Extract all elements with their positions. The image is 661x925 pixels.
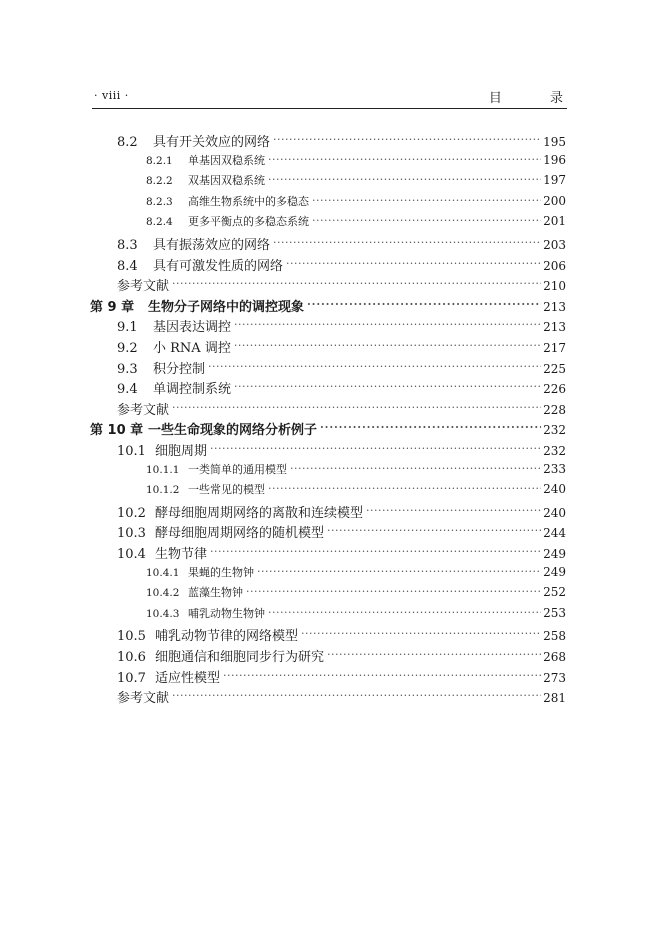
- toc-dot-leader: [273, 236, 541, 249]
- toc-entry-number: 10.6: [117, 650, 146, 665]
- toc-entry[interactable]: [0, 543, 566, 563]
- toc-entry-page: 203: [543, 238, 566, 252]
- toc-entry[interactable]: [0, 502, 566, 522]
- toc-dot-leader: [172, 689, 541, 702]
- toc-entry-page: 225: [543, 361, 566, 376]
- toc-dot-leader: [327, 648, 541, 661]
- header-title: 目 录: [488, 91, 585, 106]
- toc-dot-leader: [172, 277, 541, 290]
- toc-entry-title: 具有振荡效应的网络: [153, 238, 271, 253]
- toc-entry-number: 第 9 章: [90, 299, 135, 315]
- toc-dot-leader: [246, 585, 541, 596]
- toc-dot-leader: [290, 462, 541, 473]
- toc-entry[interactable]: [0, 337, 566, 357]
- toc-entry-number: 10.1.2: [146, 484, 180, 497]
- toc-entry-number: 8.2.3: [146, 195, 173, 208]
- toc-dot-leader: [268, 482, 541, 493]
- toc-entry[interactable]: [0, 522, 566, 542]
- toc-entry-page: 240: [543, 482, 566, 497]
- toc-entry[interactable]: [0, 564, 566, 584]
- toc-entry[interactable]: [0, 399, 566, 419]
- toc-entry-title: 哺乳动物节律的网络模型: [155, 629, 299, 645]
- toc-entry-page: 196: [543, 152, 566, 167]
- toc-entry-number: 8.3: [117, 238, 138, 253]
- toc-entry[interactable]: [0, 152, 566, 172]
- toc-dot-leader: [327, 524, 541, 537]
- toc-dot-leader: [286, 257, 541, 270]
- toc-entry-number: 9.4: [117, 382, 138, 398]
- toc-entry-title: 酵母细胞周期网络的随机模型: [155, 526, 325, 542]
- toc-entry-number: 10.1: [117, 444, 146, 459]
- toc-entry-number: 10.4.2: [146, 587, 180, 600]
- toc-entry-page: 197: [543, 173, 566, 188]
- toc-entry-title: 酵母细胞周期网络的离散和连续模型: [155, 505, 364, 521]
- toc-entry-page: 232: [543, 444, 566, 458]
- toc-entry[interactable]: [0, 193, 566, 213]
- toc-dot-leader: [312, 214, 541, 225]
- toc-entry-title: 双基因双稳系统: [188, 174, 265, 188]
- toc-entry-page: 217: [543, 341, 566, 355]
- toc-entry-title: 细胞通信和细胞同步行为研究: [155, 650, 325, 665]
- toc-entry[interactable]: [0, 378, 566, 398]
- toc-dot-leader: [320, 421, 541, 434]
- toc-entry-number: 10.5: [117, 629, 146, 645]
- toc-entry-page: 201: [543, 214, 566, 229]
- toc-dot-leader: [312, 194, 541, 205]
- toc-entry-title: 具有开关效应的网络: [153, 135, 271, 150]
- toc-dot-leader: [257, 565, 541, 576]
- toc-entry-number: 10.3: [117, 526, 146, 542]
- toc-entry-title: 具有可激发性质的网络: [153, 258, 284, 274]
- toc-dot-leader: [210, 442, 541, 455]
- toc-dot-leader: [268, 173, 541, 184]
- toc-entry[interactable]: [0, 172, 566, 192]
- toc-dot-leader: [234, 380, 541, 393]
- toc-entry-number: 8.2.1: [146, 154, 173, 167]
- toc-entry-page: 200: [543, 193, 566, 208]
- toc-entry[interactable]: [0, 605, 566, 625]
- toc-entry[interactable]: [0, 255, 566, 275]
- toc-entry-page: 226: [543, 382, 566, 397]
- toc-entry-number: 8.2: [117, 135, 138, 150]
- toc-entry-number: 10.4.1: [146, 566, 180, 579]
- toc-dot-leader: [208, 360, 541, 373]
- toc-entry[interactable]: [0, 625, 566, 645]
- toc-dot-leader: [210, 545, 541, 558]
- toc-entry[interactable]: [0, 275, 566, 295]
- toc-entry-page: 268: [543, 650, 566, 664]
- toc-entry-title: 小 RNA 调控: [153, 341, 231, 356]
- toc-entry-title: 蓝藻生物钟: [188, 586, 243, 600]
- toc-dot-leader: [273, 133, 541, 146]
- toc-entry-number: 9.1: [117, 320, 138, 336]
- toc-entry[interactable]: [0, 440, 566, 460]
- toc-entry-page: 240: [543, 505, 566, 520]
- toc-entry-title: 基因表达调控: [153, 320, 232, 336]
- toc-dot-leader: [172, 401, 541, 414]
- toc-entry-title: 细胞周期: [155, 444, 208, 459]
- toc-entry-title: 积分控制: [153, 361, 206, 377]
- toc-entry-title: 更多平衡点的多稳态系统: [188, 215, 309, 229]
- toc-entry-title: 参考文献: [117, 279, 170, 295]
- toc-entry-page: 253: [543, 605, 566, 620]
- toc-entry-title: 一类简单的通用模型: [188, 462, 287, 476]
- toc-entry[interactable]: [0, 131, 566, 151]
- toc-entry-page: 195: [543, 135, 566, 149]
- toc-dot-leader: [268, 153, 541, 164]
- toc-entry-number: 10.4: [117, 547, 146, 562]
- toc-entry-number: 8.2.4: [146, 216, 173, 229]
- toc-entry-number: 10.4.3: [146, 607, 180, 620]
- toc-entry[interactable]: [0, 316, 566, 336]
- toc-entry-number: 8.2.2: [146, 175, 173, 188]
- page-number: · viii ·: [94, 89, 129, 102]
- toc-entry-number: 10.1.1: [146, 463, 180, 476]
- toc-entry-page: 213: [543, 320, 566, 335]
- toc-entry[interactable]: [0, 213, 566, 233]
- toc-entry-number: 第 10 章: [90, 423, 144, 439]
- toc-entry-page: 206: [543, 258, 566, 273]
- toc-entry[interactable]: [0, 358, 566, 378]
- toc-dot-leader: [301, 627, 541, 640]
- toc-entry-title: 高维生物系统中的多稳态: [188, 194, 309, 208]
- toc-entry-page: 273: [543, 670, 566, 685]
- toc-entry-title: 单调控制系统: [153, 382, 232, 398]
- toc-entry[interactable]: [0, 461, 566, 481]
- toc-entry-title: 单基因双稳系统: [188, 153, 265, 167]
- toc-entry-title: 参考文献: [117, 402, 170, 418]
- toc-dot-leader: [234, 339, 541, 352]
- toc-dot-leader: [223, 669, 541, 682]
- toc-entry-number: 9.2: [117, 341, 138, 356]
- toc-entry-page: 213: [543, 299, 566, 314]
- toc-entry[interactable]: [0, 687, 566, 707]
- toc-entry-page: 249: [543, 564, 566, 579]
- toc-entry-page: 281: [543, 691, 566, 706]
- toc-chapter-entry[interactable]: [0, 296, 566, 316]
- toc-entry-title: 一些生命现象的网络分析例子: [148, 423, 318, 439]
- toc-dot-leader: [268, 606, 541, 617]
- toc-entry-title: 一些常见的模型: [188, 483, 265, 497]
- toc-entry-title: 生物分子网络中的调控现象: [148, 299, 305, 315]
- toc-entry-title: 生物节律: [155, 547, 208, 562]
- toc-entry-page: 232: [543, 423, 566, 438]
- toc-dot-leader: [366, 504, 541, 517]
- toc-entry-title: 适应性模型: [155, 670, 221, 686]
- toc-entry-title: 参考文献: [117, 691, 170, 707]
- toc-entry-number: 10.7: [117, 670, 146, 686]
- toc-dot-leader: [234, 318, 541, 331]
- toc-entry[interactable]: [0, 234, 566, 254]
- toc-entry-page: 233: [543, 461, 566, 476]
- toc-dot-leader: [307, 298, 541, 311]
- toc-entry[interactable]: [0, 646, 566, 666]
- toc-entry-title: 哺乳动物生物钟: [188, 606, 265, 620]
- toc-entry-page: 258: [543, 629, 566, 644]
- toc-entry-page: 228: [543, 402, 566, 417]
- toc-entry-page: 249: [543, 547, 566, 561]
- toc-entry-page: 210: [543, 279, 566, 294]
- running-header: [92, 86, 585, 109]
- toc-entry-number: 8.4: [117, 258, 138, 274]
- toc-chapter-entry[interactable]: [0, 419, 566, 439]
- toc-entry-page: 252: [543, 585, 566, 600]
- toc-entry[interactable]: [0, 481, 566, 501]
- toc-entry[interactable]: [0, 584, 566, 604]
- toc-entry-title: 果蝇的生物钟: [188, 565, 254, 579]
- toc-entry-number: 9.3: [117, 361, 138, 377]
- toc-entry[interactable]: [0, 667, 566, 687]
- toc-entry-number: 10.2: [117, 505, 146, 521]
- toc-entry-page: 244: [543, 526, 566, 541]
